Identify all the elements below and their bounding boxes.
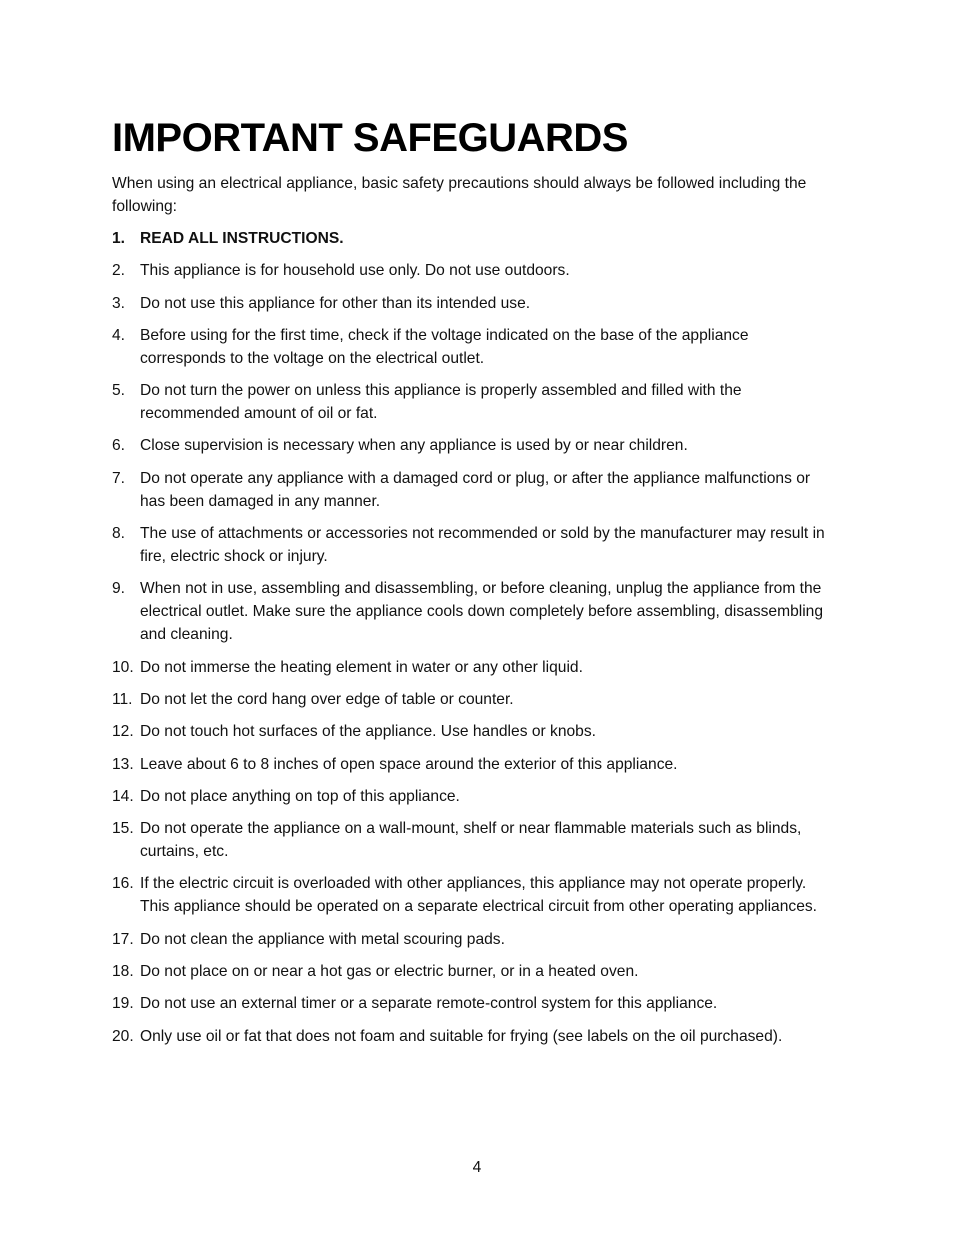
list-item-text: Do not turn the power on unless this appliance is properly assembled and filled with the recommended amount of oil or fat. <box>140 382 742 423</box>
list-item-number: 18. <box>112 963 134 981</box>
list-item-text: READ ALL INSTRUCTIONS. <box>140 230 344 247</box>
list-item-number: 20. <box>112 1027 134 1045</box>
list-item-number: 4. <box>112 326 126 344</box>
list-item-text: Do not operate any appliance with a damaged cord or plug, or after the appliance malfunctions or has been damaged in any manner. <box>140 469 811 510</box>
list-item-number: 13. <box>112 755 134 773</box>
safeguards-list <box>112 227 834 1048</box>
document-page <box>112 114 834 1057</box>
list-item <box>112 817 834 863</box>
list-item <box>112 522 834 568</box>
list-item-text: Before using for the first time, check if the voltage indicated on the base of the appliance corresponds to the voltage on the electrical outlet. <box>140 326 749 367</box>
list-item <box>112 324 834 370</box>
list-item <box>112 753 834 776</box>
list-item-number: 2. <box>112 262 126 280</box>
list-item-text: Do not let the cord hang over edge of table or counter. <box>140 690 514 708</box>
list-item-text: Do not place on or near a hot gas or electric burner, or in a heated oven. <box>140 963 639 981</box>
list-item <box>112 434 834 457</box>
list-item-text: Close supervision is necessary when any appliance is used by or near children. <box>140 437 688 455</box>
page-title: IMPORTANT SAFEGUARDS <box>112 116 628 160</box>
list-item-text: Do not use this appliance for other than its intended use. <box>140 294 531 312</box>
list-item <box>112 467 834 513</box>
list-item <box>112 227 834 250</box>
list-item <box>112 292 834 315</box>
list-item-number: 14. <box>112 787 134 805</box>
list-item <box>112 960 834 983</box>
list-item-number: 9. <box>112 580 126 598</box>
list-item <box>112 656 834 679</box>
list-item-text: Do not place anything on top of this appliance. <box>140 787 460 805</box>
list-item-number: 10. <box>112 658 134 676</box>
list-item-number: 12. <box>112 723 134 741</box>
list-item <box>112 928 834 951</box>
list-item <box>112 785 834 808</box>
list-item <box>112 577 834 646</box>
list-item-number: 3. <box>112 294 126 312</box>
list-item-number: 19. <box>112 995 134 1013</box>
list-item <box>112 992 834 1015</box>
list-item <box>112 1025 834 1048</box>
list-item-text: This appliance is for household use only. Do not use outdoors. <box>140 262 570 280</box>
list-item <box>112 720 834 743</box>
list-item-text: Do not immerse the heating element in water or any other liquid. <box>140 658 583 676</box>
list-item-number: 1. <box>112 230 126 247</box>
list-item-number: 5. <box>112 382 126 400</box>
list-item-text: Only use oil or fat that does not foam and suitable for frying (see labels on the oil purchased). <box>140 1027 783 1045</box>
list-item-text: Leave about 6 to 8 inches of open space around the exterior of this appliance. <box>140 755 678 773</box>
list-item-text: If the electric circuit is overloaded with other appliances, this appliance may not operate properly. This appliance should be operated on a separate electrical circuit from other operating appliances. <box>140 875 817 916</box>
list-item-text: When not in use, assembling and disassembling, or before cleaning, unplug the appliance from the electrical outlet. Make sure the appliance cools down completely before assembling, disassembling and cleaning. <box>140 580 824 644</box>
list-item-text: Do not clean the appliance with metal scouring pads. <box>140 930 505 948</box>
list-item-number: 17. <box>112 930 134 948</box>
list-item <box>112 688 834 711</box>
list-item-text: The use of attachments or accessories not recommended or sold by the manufacturer may result in fire, electric shock or injury. <box>140 525 825 566</box>
list-item-text: Do not touch hot surfaces of the appliance. Use handles or knobs. <box>140 723 596 741</box>
list-item-number: 15. <box>112 820 134 838</box>
list-item-number: 8. <box>112 525 126 543</box>
page-number: 4 <box>472 1159 482 1176</box>
list-item <box>112 872 834 918</box>
list-item-number: 16. <box>112 875 134 893</box>
list-item <box>112 259 834 282</box>
list-item-number: 7. <box>112 469 126 487</box>
intro-paragraph: When using an electrical appliance, basic safety precautions should always be followed including the following: <box>112 175 807 215</box>
list-item-text: Do not use an external timer or a separate remote-control system for this appliance. <box>140 995 718 1013</box>
list-item <box>112 379 834 425</box>
list-item-number: 11. <box>112 690 133 708</box>
list-item-number: 6. <box>112 437 126 455</box>
list-item-text: Do not operate the appliance on a wall-mount, shelf or near flammable materials such as blinds, curtains, etc. <box>140 820 802 861</box>
